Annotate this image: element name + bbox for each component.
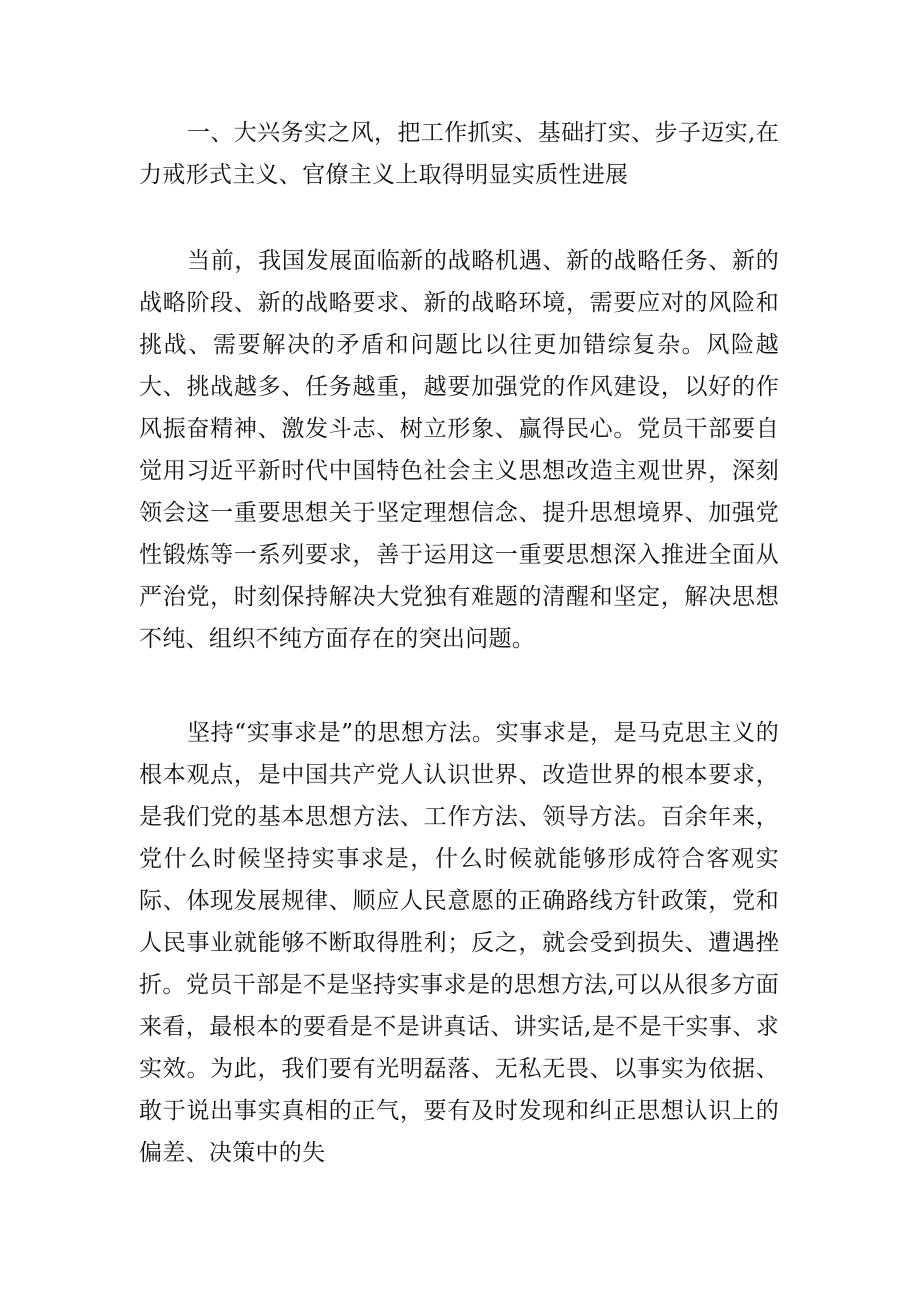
section-heading: 一、大兴务实之风，把工作抓实、基础打实、步子迈实,在力戒形式主义、官僚主义上取得明显实质性进展	[139, 120, 779, 188]
paragraph-current-situation: 当前，我国发展面临新的战略机遇、新的战略任务、新的战略阶段、新的战略要求、新的战略环境，需要应对的风险和挑战、需要解决的矛盾和问题比以往更加错综复杂。风险越大、挑战越多、任务越重，越要加强党的作风建设，以好的作风振奋精神、激发斗志、树立形象、赢得民心。党员干部要自觉用习近平新时代中国特色社会主义思想改造主观世界，深刻领会这一重要思想关于坚定理想信念、提升思想境界、加强党性锻炼等一系列要求，善于运用这一重要思想深入推进全面从严治党，时刻保持解决大党独有难题的清醒和坚定，解决思想不纯、组织不纯方面存在的突出问题。	[139, 248, 779, 652]
paragraph-seek-truth: 坚持“实事求是”的思想方法。实事求是，是马克思主义的根本观点，是中国共产党人认识世界、改造世界的根本要求，是我们党的基本思想方法、工作方法、领导方法。百余年来，党什么时候坚持实事求是，什么时候就能够形成符合客观实际、体现发展规律、顺应人民意愿的正确路线方针政策，党和人民事业就能够不断取得胜利；反之，就会受到损失、遭遇挫折。党员干部是不是坚持实事求是的思想方法,可以从很多方面来看，最根本的要看是不是讲真话、讲实话,是不是干实事、求实效。为此，我们要有光明磊落、无私无畏、以事实为依据、敢于说出事实真相的正气，要有及时发现和纠正思想认识上的偏差、决策中的失	[139, 720, 779, 1166]
